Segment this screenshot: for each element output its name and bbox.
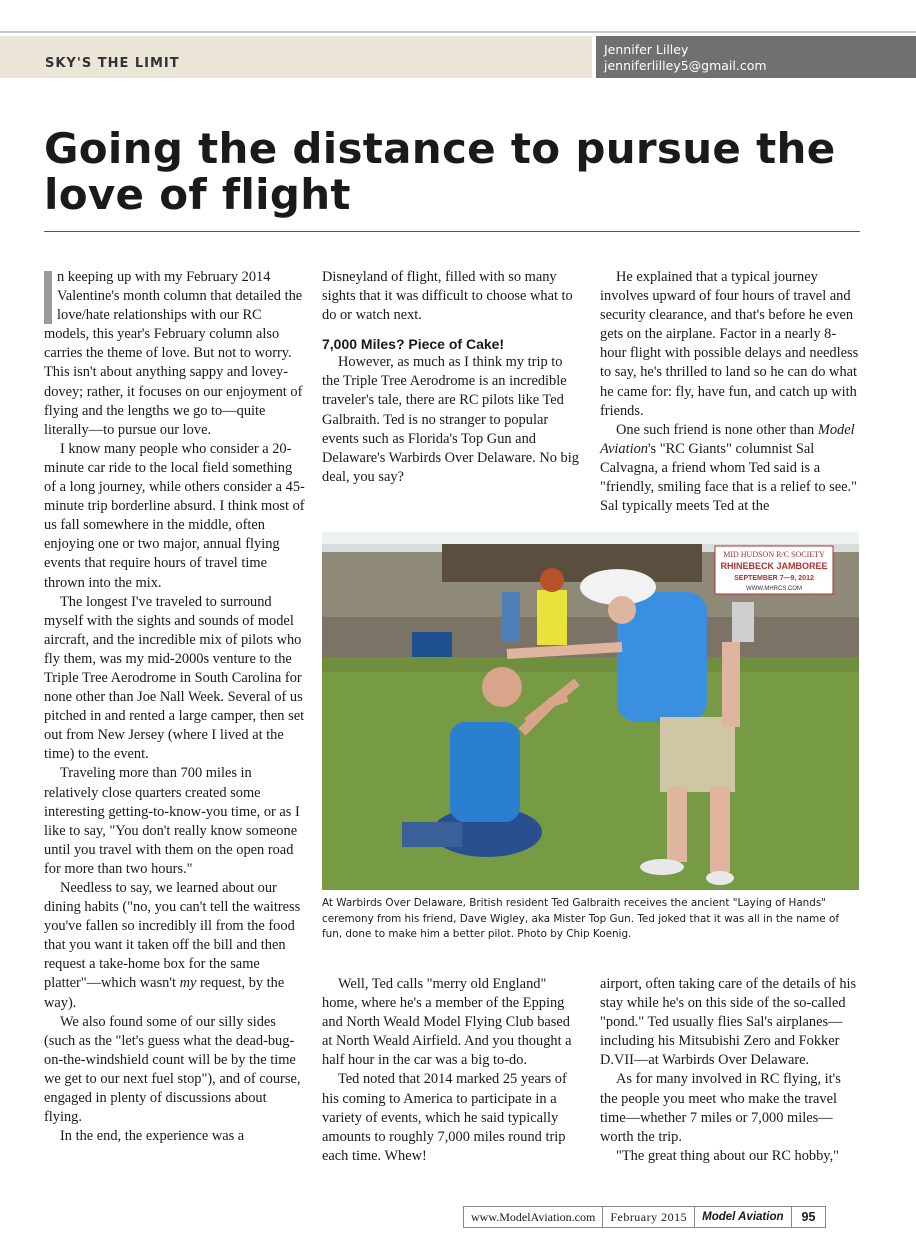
column-1: [44, 268, 306, 1146]
paragraph: Ted noted that 2014 marked 25 years of his coming to America to participate in a variety of events, which he said typically amounts to roughly 7,000 miles round trip each time. Whew!: [322, 1071, 567, 1164]
subhead: 7,000 Miles? Piece of Cake!: [322, 336, 505, 353]
top-rule: [0, 31, 916, 33]
paragraph: Well, Ted calls "merry old England" home, where he's a member of the Epping and North Weald Model Flying Club based at North Weald Airfield. And you thought a half hour in the car was a big to-do.: [322, 976, 572, 1069]
author-email[interactable]: jenniferlilley5@gmail.com: [604, 58, 767, 73]
paragraph: We also found some of our silly sides (such as the "let's guess what the dead-bug-on-the-windshield count will be by the time we get to our next fuel stop"), and of course, engaged in plenty of discussions about flying.: [44, 1013, 301, 1126]
banner-line-3: SEPTEMBER 7—9, 2012: [734, 575, 814, 582]
banner-line-4: WWW.MHRCS.COM: [746, 586, 802, 592]
banner-line-2: RHINEBECK JAMBOREE: [720, 561, 828, 571]
footer-issue: February 2015: [602, 1207, 694, 1227]
paragraph: The longest I've traveled to surround myself with the sights and sounds of model aircraft, and the incredible mix of pilots who fly them, was my mid-2000s venture to the Triple Tree Aerodrome in South Carolina for none other than Joe Nall Week. Several of us pitched in and rented a large camper, then set out from New Jersey (where I lived at the time) to the event.: [44, 593, 305, 763]
paragraph: He explained that a typical journey involves upward of four hours of travel and security clearance, and that's before he even gets on the airplane. Factor in a nearly 8-hour flight with possible delays and needless to say, he's thrilled to land so he can do what he came for: fly, have fun, and catch up with friends.: [600, 269, 859, 419]
paragraph: Disneyland of flight, filled with so many sights that it was difficult to choose what to do or watch next.: [322, 269, 573, 324]
paragraph: n keeping up with my February 2014 Valentine's month column that detailed the love/hate relationships with our RC models, this year's February column also carries the theme of love. But not to worry. This isn't about anything sappy and lovey-dovey; rather, it focuses on our enjoyment of flying and the lengths we go to—quite literally—to pursue our love.: [44, 269, 303, 438]
footer-url[interactable]: www.ModelAviation.com: [471, 1210, 596, 1224]
headline-rule: [44, 231, 860, 232]
paragraph: "The great thing about our RC hobby,": [616, 1147, 840, 1164]
banner-line-1: MID HUDSON R/C SOCIETY: [723, 550, 825, 559]
page-number: 95: [791, 1207, 826, 1227]
article-photo: [322, 532, 859, 890]
page-footer: [463, 1206, 826, 1228]
column-3-top: [600, 268, 862, 516]
drop-cap: [44, 271, 52, 324]
footer-magazine: Model Aviation: [694, 1207, 790, 1227]
paragraph: However, as much as I think my trip to the Triple Tree Aerodrome is an incredible traveler's tale, there are RC pilots like Ted Galbraith. Ted is no stranger to popular events such as Florida's Top Gun and Delaware's Warbirds Over Delaware. No big deal, you say?: [322, 354, 579, 485]
author-box: [596, 36, 916, 78]
paragraph: I know many people who consider a 20-minute car ride to the local field something of a long journey, while others consider a 45-minute trip borderline absurd. I think most of us fall somewhere in the middle, often enjoying one or two major, annual flying events that require hours of travel time thrown into the mix.: [44, 440, 305, 591]
paragraph: Traveling more than 700 miles in relatively close quarters created some interesting getting-to-know-you time, or as I like to say, "You don't really know someone until you travel with them on the open road for more than two hours.": [44, 765, 300, 877]
article-headline: Going the distance to pursue the love of flight: [44, 124, 836, 219]
column-2-bottom: [322, 975, 582, 1166]
paragraph: As for many involved in RC flying, it's the people you meet who make the travel time—whether 7 miles or 7,000 miles—worth the trip.: [600, 1071, 841, 1145]
paragraph: One such friend is none other than Model Aviation's "RC Giants" columnist Sal Calvagna, a friend whom Ted said is a "friendly, smiling face that is a relief to see." Sal typically meets Ted at the: [600, 421, 857, 515]
paragraph: In the end, the experience was a: [60, 1128, 245, 1145]
paragraph: airport, often taking care of the details of his stay while he's on this side of the so-called "pond." Ted usually flies Sal's airplanes—including his Mitsubishi Zero and Fokker D.VII—at Warbirds Over Delaware.: [600, 976, 857, 1069]
paragraph: Needless to say, we learned about our dining habits ("no, you can't tell the waitress you've fallen so incredibly ill from the food that you want it taken off the bill and then request a take-home box for the same platter"—which wasn't my request, by the way).: [44, 880, 301, 1011]
column-2-top: [322, 268, 582, 487]
author-name: Jennifer Lilley: [604, 42, 689, 57]
section-title: SKY'S THE LIMIT: [45, 56, 180, 71]
column-3-bottom: [600, 975, 862, 1166]
photo-caption: At Warbirds Over Delaware, British resident Ted Galbraith receives the ancient "Laying of Hands" ceremony from his friend, Dave Wigley, aka Mister Top Gun. Ted joked that it was all in the name of fun, done to make him a better pilot. Photo by Chip Koenig.: [322, 897, 840, 940]
